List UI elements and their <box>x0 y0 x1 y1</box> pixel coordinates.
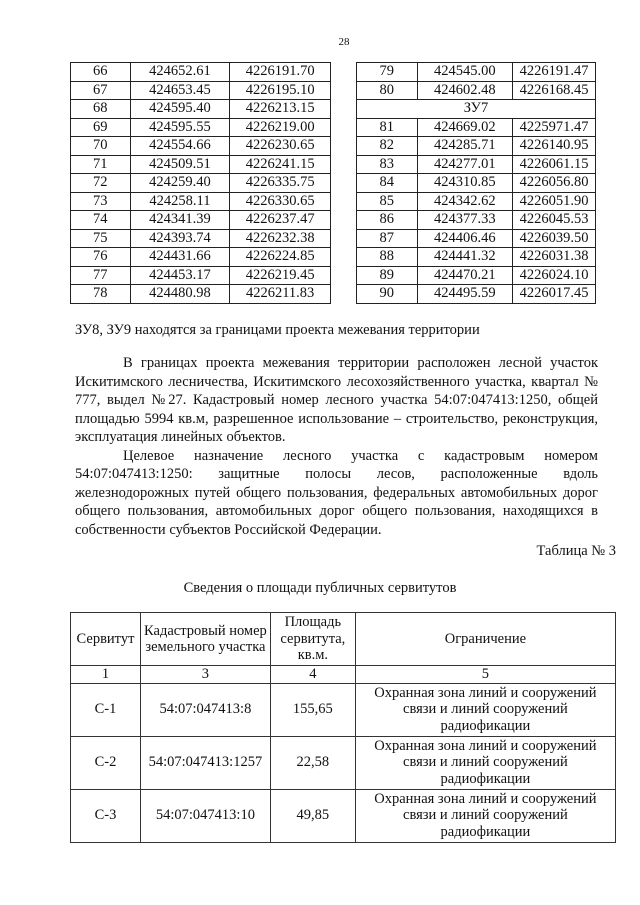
coordinate-y: 4226061.15 <box>513 155 596 174</box>
coordinate-row <box>357 155 596 174</box>
cadastral-number: 54:07:047413:1257 <box>140 736 270 789</box>
coordinate-x: 424285.71 <box>417 137 513 156</box>
coordinate-x: 424431.66 <box>130 248 230 267</box>
point-number: 77 <box>71 266 131 285</box>
point-number: 89 <box>357 266 418 285</box>
coordinate-y: 4226056.80 <box>513 174 596 193</box>
coordinate-x: 424602.48 <box>417 81 513 100</box>
coordinate-y: 4226230.65 <box>230 137 331 156</box>
coordinate-y: 4226224.85 <box>230 248 331 267</box>
cadastral-number: 54:07:047413:10 <box>140 789 270 842</box>
point-number: 74 <box>71 211 131 230</box>
coordinate-y: 4226237.47 <box>230 211 331 230</box>
header-restriction: Ограничение <box>355 613 615 666</box>
coordinate-y: 4226213.15 <box>230 100 331 119</box>
coordinate-row <box>71 100 331 119</box>
coordinate-y: 4226191.47 <box>513 63 596 82</box>
servitude-area: 155,65 <box>270 683 355 736</box>
restriction: Охранная зона линий и сооружений связи и линий сооружений радиофикации <box>355 683 615 736</box>
column-numbers-row <box>71 666 616 684</box>
coordinate-row <box>71 81 331 100</box>
point-number: 84 <box>357 174 418 193</box>
coordinate-x: 424259.40 <box>130 174 230 193</box>
coordinate-row <box>71 285 331 304</box>
coordinate-y: 4226017.45 <box>513 285 596 304</box>
coordinate-y: 4226219.00 <box>230 118 331 137</box>
coordinate-x: 424595.55 <box>130 118 230 137</box>
coordinate-row <box>357 118 596 137</box>
coordinate-row <box>357 229 596 248</box>
coordinate-row <box>71 155 331 174</box>
table-row <box>71 736 616 789</box>
coordinate-x: 424545.00 <box>417 63 513 82</box>
section-label: ЗУ7 <box>357 100 596 119</box>
coordinate-x: 424480.98 <box>130 285 230 304</box>
coordinate-x: 424393.74 <box>130 229 230 248</box>
coordinate-y: 4226024.10 <box>513 266 596 285</box>
coordinate-y: 4226191.70 <box>230 63 331 82</box>
coordinate-row <box>357 174 596 193</box>
point-number: 71 <box>71 155 131 174</box>
column-number: 5 <box>355 666 615 684</box>
servitude-area: 22,58 <box>270 736 355 789</box>
coordinate-row <box>357 266 596 285</box>
coordinates-table-left <box>70 62 331 304</box>
coordinate-row <box>71 229 331 248</box>
coordinate-row <box>357 81 596 100</box>
coordinate-y: 4226330.65 <box>230 192 331 211</box>
servitude-id: С-1 <box>71 683 141 736</box>
point-number: 81 <box>357 118 418 137</box>
point-number: 75 <box>71 229 131 248</box>
column-number: 4 <box>270 666 355 684</box>
coordinate-row <box>71 63 331 82</box>
coordinate-y: 4226211.83 <box>230 285 331 304</box>
coordinate-y: 4226051.90 <box>513 192 596 211</box>
table-row <box>71 683 616 736</box>
header-area: Площадь сервитута, кв.м. <box>270 613 355 666</box>
column-number: 1 <box>71 666 141 684</box>
coordinate-x: 424652.61 <box>130 63 230 82</box>
point-number: 68 <box>71 100 131 119</box>
coordinate-y: 4226232.38 <box>230 229 331 248</box>
header-servitude: Сервитут <box>71 613 141 666</box>
point-number: 87 <box>357 229 418 248</box>
point-number: 83 <box>357 155 418 174</box>
servitude-id: С-3 <box>71 789 141 842</box>
coordinate-row <box>357 63 596 82</box>
coordinate-x: 424595.40 <box>130 100 230 119</box>
coordinate-row <box>71 137 331 156</box>
coordinate-x: 424441.32 <box>417 248 513 267</box>
coordinates-table-right <box>356 62 596 304</box>
point-number: 76 <box>71 248 131 267</box>
coordinate-row <box>71 211 331 230</box>
point-number: 80 <box>357 81 418 100</box>
coordinate-x: 424406.46 <box>417 229 513 248</box>
restriction: Охранная зона линий и сооружений связи и линий сооружений радиофикации <box>355 736 615 789</box>
section-row <box>357 100 596 119</box>
point-number: 73 <box>71 192 131 211</box>
point-number: 88 <box>357 248 418 267</box>
coordinate-row <box>71 248 331 267</box>
coordinate-row <box>71 118 331 137</box>
coordinate-row <box>357 285 596 304</box>
point-number: 72 <box>71 174 131 193</box>
coordinate-y: 4226219.45 <box>230 266 331 285</box>
table-title: Сведения о площади публичных сервитутов <box>183 580 457 596</box>
coordinate-row <box>357 137 596 156</box>
servitudes-table <box>70 612 616 843</box>
point-number: 66 <box>71 63 131 82</box>
coordinate-y: 4226039.50 <box>513 229 596 248</box>
column-number: 3 <box>140 666 270 684</box>
table-row <box>71 789 616 842</box>
coordinate-x: 424377.33 <box>417 211 513 230</box>
point-number: 85 <box>357 192 418 211</box>
servitude-area: 49,85 <box>270 789 355 842</box>
page-number: 28 <box>338 36 350 48</box>
restriction: Охранная зона линий и сооружений связи и линий сооружений радиофикации <box>355 789 615 842</box>
coordinate-x: 424277.01 <box>417 155 513 174</box>
coordinate-x: 424509.51 <box>130 155 230 174</box>
servitude-id: С-2 <box>71 736 141 789</box>
paragraph-forest-plot: В границах проекта межевания территории расположен лесной участок Искитимского лесничества, Искитимского лесохозяйственного участка, квартал № 777, выдел №27. Кадастровый номер лесного участка 54:07:047413:1250, общей площадью 5994 кв.м, разрешенное использование – строительство, реконструкция, эксплуатация линейных объектов. <box>75 355 598 445</box>
coordinate-y: 4226195.10 <box>230 81 331 100</box>
point-number: 69 <box>71 118 131 137</box>
coordinate-x: 424495.59 <box>417 285 513 304</box>
paragraph-purpose: Целевое назначение лесного участка с кадастровым номером 54:07:047413:1250: защитные полосы лесов, расположенные вдоль железнодорожных путей общего пользования, федеральных автомобильных дорог общего пользования, автомобильных дорог общего пользования, находящихся в собственности субъектов Российской Федерации. <box>75 447 598 538</box>
coordinate-row <box>71 174 331 193</box>
coordinate-row <box>71 266 331 285</box>
point-number: 90 <box>357 285 418 304</box>
coordinate-x: 424554.66 <box>130 137 230 156</box>
coordinate-row <box>357 192 596 211</box>
body-text <box>75 354 598 539</box>
coordinate-x: 424470.21 <box>417 266 513 285</box>
table-header-row <box>71 613 616 666</box>
point-number: 79 <box>357 63 418 82</box>
cadastral-number: 54:07:047413:8 <box>140 683 270 736</box>
coordinate-y: 4226168.45 <box>513 81 596 100</box>
coordinate-x: 424258.11 <box>130 192 230 211</box>
coordinate-row <box>71 192 331 211</box>
coordinate-x: 424342.62 <box>417 192 513 211</box>
point-number: 86 <box>357 211 418 230</box>
table-caption: Таблица № 3 <box>536 543 616 559</box>
coordinate-y: 4226045.53 <box>513 211 596 230</box>
coordinate-y: 4226241.15 <box>230 155 331 174</box>
coordinate-y: 4226335.75 <box>230 174 331 193</box>
header-cadastral: Кадастровый номер земельного участка <box>140 613 270 666</box>
coordinate-row <box>357 211 596 230</box>
coordinate-x: 424453.17 <box>130 266 230 285</box>
coordinate-x: 424669.02 <box>417 118 513 137</box>
coordinate-y: 4226140.95 <box>513 137 596 156</box>
coordinate-x: 424341.39 <box>130 211 230 230</box>
point-number: 70 <box>71 137 131 156</box>
out-of-bounds-note: ЗУ8, ЗУ9 находятся за границами проекта межевания территории <box>75 322 480 338</box>
coordinate-x: 424310.85 <box>417 174 513 193</box>
point-number: 82 <box>357 137 418 156</box>
point-number: 67 <box>71 81 131 100</box>
coordinate-row <box>357 248 596 267</box>
point-number: 78 <box>71 285 131 304</box>
coordinate-y: 4225971.47 <box>513 118 596 137</box>
coordinate-x: 424653.45 <box>130 81 230 100</box>
coordinate-y: 4226031.38 <box>513 248 596 267</box>
